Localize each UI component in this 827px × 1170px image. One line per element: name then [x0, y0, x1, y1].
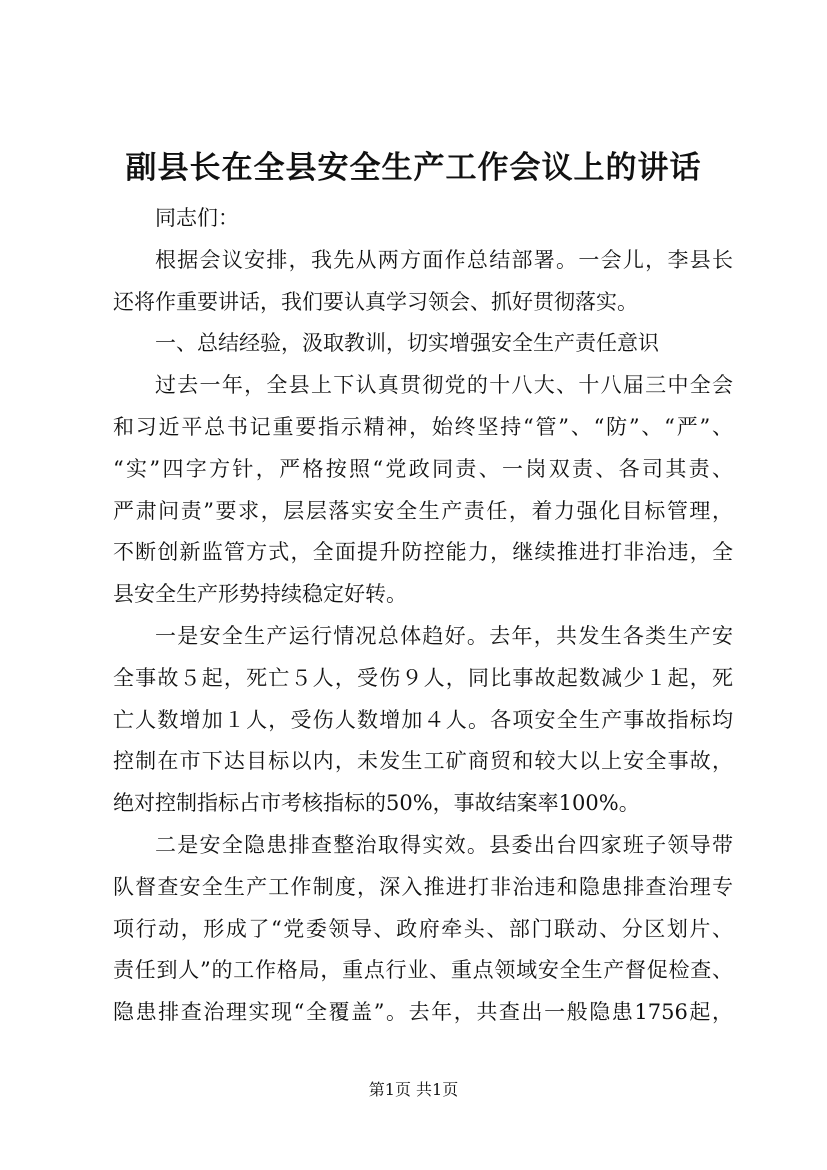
paragraph-line: 绝对控制指标占市考核指标的50%，事故结案率100%。	[113, 791, 640, 816]
paragraph-line: 还将作重要讲话，我们要认真学习领会、抓好贯彻落实。	[113, 289, 638, 314]
document-title: 副县长在全县安全生产工作会议上的讲话	[125, 150, 702, 186]
salutation-line: 同志们：	[155, 206, 239, 230]
paragraph-line: 项行动，形成了“党委领导、政府牵头、部门联动、分区划片、	[113, 916, 733, 941]
paragraph-line: 和习近平总书记重要指示精神，始终坚持“管”、“防”、“严”、	[113, 414, 733, 439]
paragraph-line: 责任到人”的工作格局，重点行业、重点领域安全生产督促检查、	[113, 958, 733, 983]
section-heading: 一、总结经验，汲取教训，切实增强安全生产责任意识	[155, 331, 659, 356]
page-number-footer: 第1页 共1页	[368, 1080, 459, 1099]
paragraph-line: 一是安全生产运行情况总体趋好。去年，共发生各类生产安	[155, 623, 733, 648]
paragraph-line: “实”四字方针，严格按照“党政同责、一岗双责、各司其责、	[113, 456, 733, 481]
paragraph-line: 隐患排查治理实现“全覆盖”。去年，共查出一般隐患1756起，	[113, 1000, 733, 1025]
paragraph-line: 亡人数增加１人，受伤人数增加４人。各项安全生产事故指标均	[113, 707, 733, 732]
document-body	[113, 198, 733, 1034]
paragraph-line: 严肃问责”要求，层层落实安全生产责任，着力强化目标管理，	[113, 498, 733, 523]
paragraph-line: 全事故５起，死亡５人，受伤９人，同比事故起数减少１起，死	[113, 665, 733, 690]
paragraph-line: 队督查安全生产工作制度，深入推进打非治违和隐患排查治理专	[113, 874, 733, 899]
paragraph-line: 根据会议安排，我先从两方面作总结部署。一会儿，李县长	[155, 247, 733, 272]
paragraph-line: 不断创新监管方式，全面提升防控能力，继续推进打非治违，全	[113, 540, 733, 565]
paragraph-line: 县安全生产形势持续稳定好转。	[113, 582, 407, 607]
paragraph-line: 二是安全隐患排查整治取得实效。县委出台四家班子领导带	[155, 832, 733, 857]
paragraph-line: 控制在市下达目标以内，未发生工矿商贸和较大以上安全事故，	[113, 749, 733, 774]
paragraph-line: 过去一年，全县上下认真贯彻党的十八大、十八届三中全会	[155, 373, 733, 398]
